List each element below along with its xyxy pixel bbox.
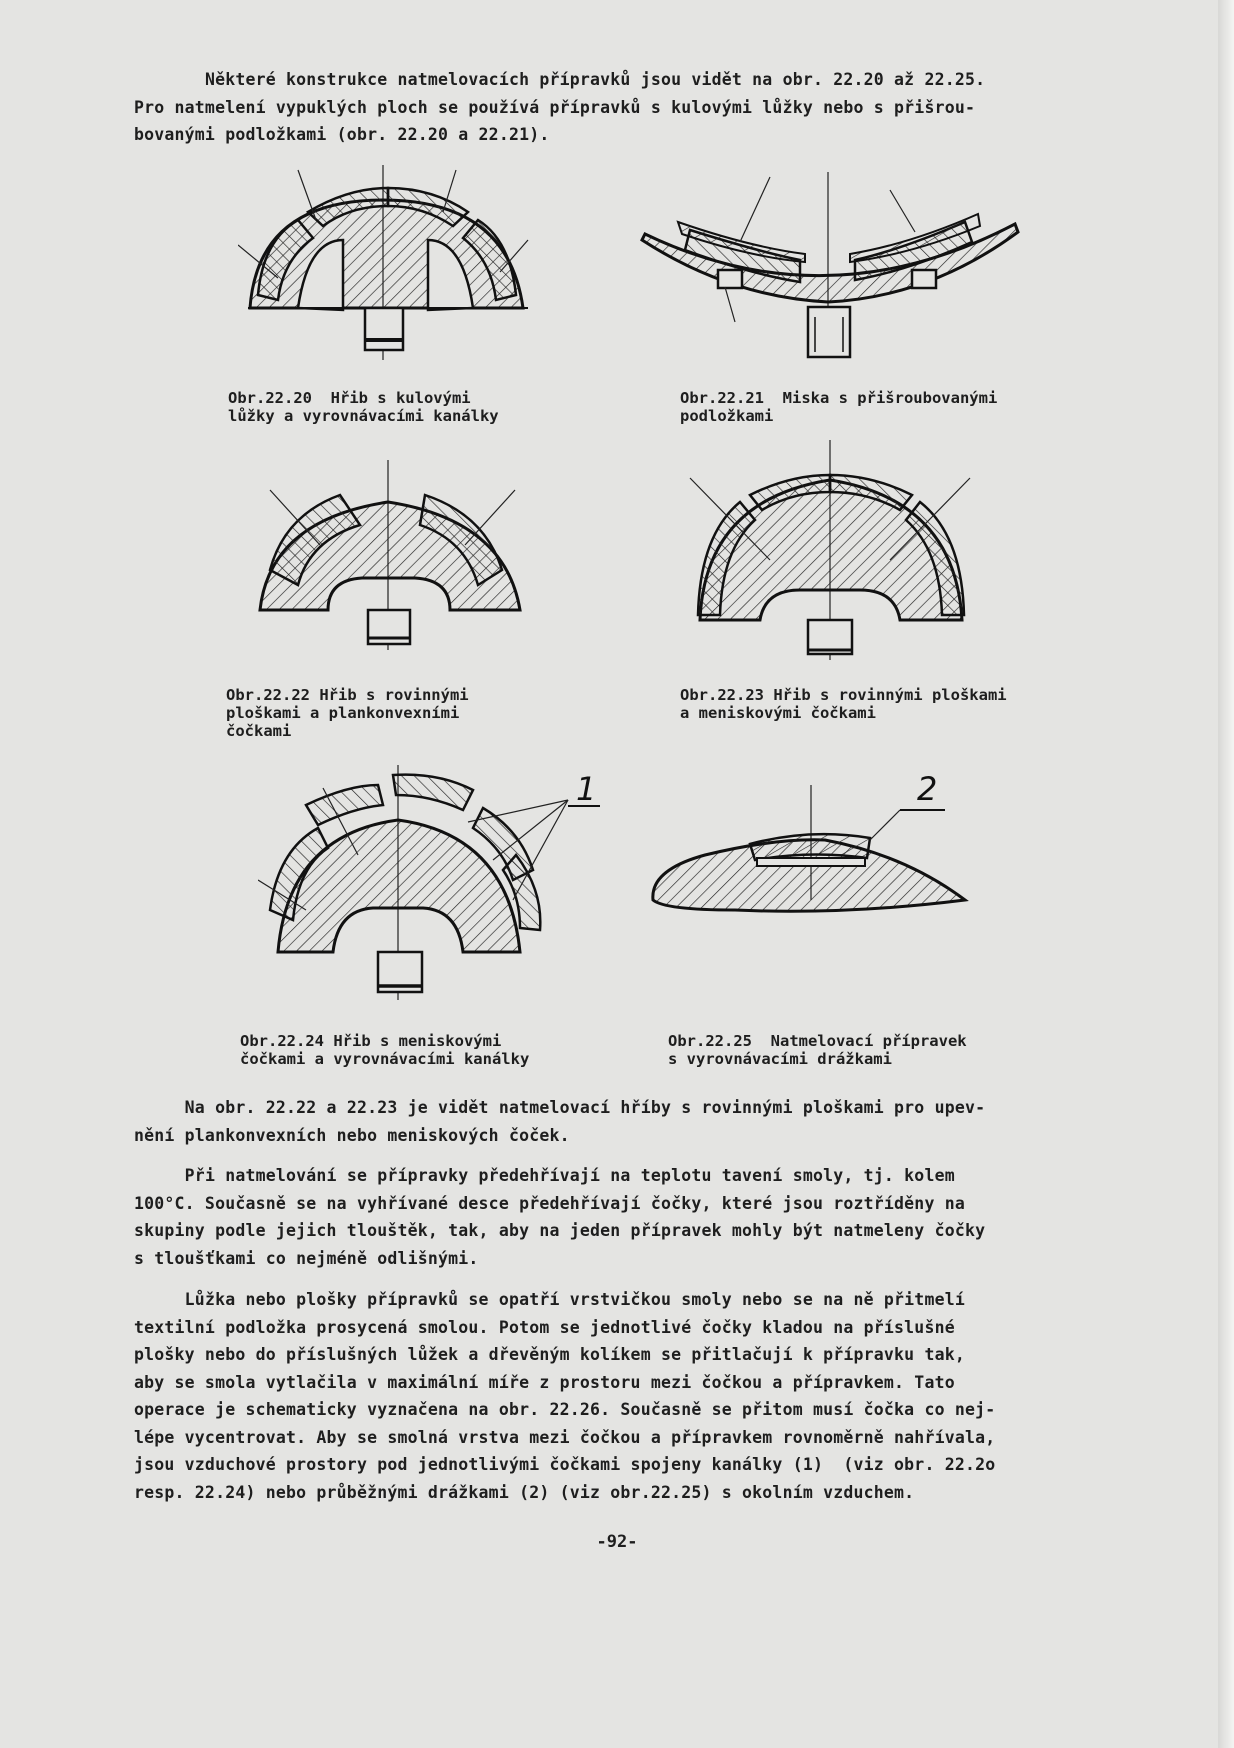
page-edge (1218, 0, 1234, 1748)
page-number: -92- (596, 1532, 638, 1552)
caption-22-22: Obr.22.22 Hřib s rovinnými ploškami a plankonvexními čočkami (226, 686, 469, 740)
figure-22-24 (258, 760, 628, 1005)
caption-22-21: Obr.22.21 Miska s přišroubovanými podložkami (680, 389, 998, 425)
paragraph-4: Lůžka nebo plošky přípravků se opatří vrstvičkou smoly nebo se na ně přitmelí textilní podložka prosycená smolou. Potom se jednotlivé čočky kladou na příslušné plošky nebo do příslušných lůžek a dřevěným kolíkem se přitlačují k přípravku tak, aby se smola vytlačila v maximální míře z prostoru mezi čočkou a přípravkem. Tato operace je schematicky vyznačena na obr. 22.26. Současně se přitom musí čočka co nej- lépe vycentrovat. Aby se smolná vrstva mezi čočkou a přípravkem rovnoměrně nahřívala, jsou vzduchové prostory pod jednotlivými čočkami spojeny kanálky (1) (viz obr. 22.2o resp. 22.24) nebo průběžnými drážkami (2) (viz obr.22.25) s okolním vzduchem. (134, 1290, 996, 1502)
intro-paragraph: Některé konstrukce natmelovacích přípravků jsou vidět na obr. 22.20 až 22.25. Pro natmelení vypuklých ploch se používá přípravků s kulovými lůžky nebo s přišrou- bovanými podložkami (obr. 22.20 a 22.21). (134, 70, 986, 144)
caption-22-23: Obr.22.23 Hřib s rovinnými ploškami a meniskovými čočkami (680, 686, 1007, 722)
figure-22-22 (250, 460, 530, 650)
figure-22-21 (640, 172, 1020, 372)
caption-22-25: Obr.22.25 Natmelovací přípravek s vyrovnávacími drážkami (668, 1032, 967, 1068)
figure-22-25 (645, 760, 975, 920)
caption-22-20: Obr.22.20 Hřib s kulovými lůžky a vyrovnávacími kanálky (228, 389, 499, 425)
caption-22-24: Obr.22.24 Hřib s meniskovými čočkami a vyrovnávacími kanálky (240, 1032, 530, 1068)
paragraph-3: Při natmelování se přípravky předehřívají na teplotu tavení smoly, tj. kolem 100°C. Současně se na vyhřívané desce předehřívají čočky, které jsou roztříděny na skupiny podle jejich tlouštěk, tak, aby na jeden přípravek mohly být natmeleny čočky s tloušťkami co nejméně odlišnými. (134, 1166, 986, 1268)
label-1: 1 (576, 770, 597, 808)
figure-22-20 (238, 160, 538, 370)
label-2: 2 (917, 770, 938, 808)
figure-22-23 (680, 440, 980, 660)
paragraph-2: Na obr. 22.22 a 22.23 je vidět natmelovací hříby s rovinnými ploškami pro upev- nění plankonvexních nebo meniskových čoček. (134, 1098, 986, 1145)
